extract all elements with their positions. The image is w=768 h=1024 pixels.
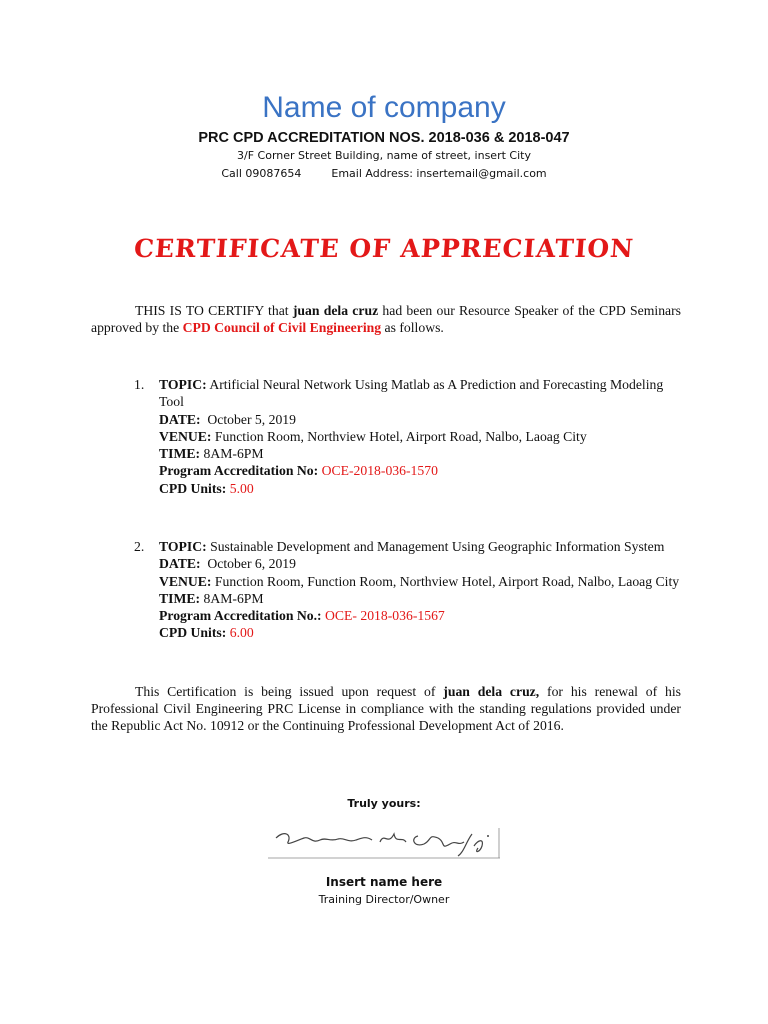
seminar-date: DATE: October 5, 2019 xyxy=(159,411,296,427)
seminar-program: Program Accreditation No.: OCE- 2018-036-1567 xyxy=(159,608,445,624)
seminar-venue: VENUE: Function Room, Function Room, Northview Hotel, Airport Road, Nalbo, Laoag City xyxy=(159,573,680,589)
seminar-units: CPD Units: 5.00 xyxy=(159,480,254,496)
company-address: 3/F Corner Street Building, name of street, insert City xyxy=(237,149,531,162)
accreditation-numbers: PRC CPD ACCREDITATION NOS. 2018-036 & 2018-047 xyxy=(198,130,570,146)
seminar-number: 1. xyxy=(134,377,145,392)
seminar-date: DATE: October 6, 2019 xyxy=(159,556,296,572)
closing-tail: for his renewal of his Professional Civil Engineering PRC License in compliance with the standing regulations provided under the Republic Act No. 10912 or the Continuing Professional Development Act of 2016. xyxy=(91,684,682,733)
intro-tail: as follows. xyxy=(384,320,444,335)
seminar-time: TIME: 8AM-6PM xyxy=(159,446,264,462)
seminar-item xyxy=(134,376,682,497)
seminar-topic: TOPIC: Artificial Neural Network Using Matlab as A Prediction and Forecasting Modeling Tool xyxy=(159,377,664,410)
salutation: Truly yours: xyxy=(347,797,421,810)
certificate-title: CERTIFICATE OF APPRECIATION xyxy=(133,234,636,263)
signatory-name: Insert name here xyxy=(325,875,443,889)
contact-line xyxy=(0,166,768,181)
seminar-time: TIME: 8AM-6PM xyxy=(159,590,264,606)
signature-image xyxy=(268,826,500,860)
closing-lead: This Certification is being issued upon request of xyxy=(135,684,436,699)
signatory-role: Training Director/Owner xyxy=(318,893,450,906)
seminar-venue: VENUE: Function Room, Northview Hotel, Airport Road, Nalbo, Laoag City xyxy=(159,428,587,444)
handwritten-signature xyxy=(268,826,500,860)
closing-recipient-name: juan dela cruz, xyxy=(443,684,540,699)
seminar-program: Program Accreditation No: OCE-2018-036-1570 xyxy=(159,463,438,479)
phone-number: Call 09087654 xyxy=(221,167,302,180)
intro-lead: THIS IS TO CERTIFY that xyxy=(135,303,289,318)
seminar-units: CPD Units: 6.00 xyxy=(159,625,254,641)
seminar-topic: TOPIC: Sustainable Development and Management Using Geographic Information System xyxy=(159,539,665,554)
council-name: CPD Council of Civil Engineering xyxy=(182,320,382,335)
intro-mid: had been our Resource Speaker of the CPD Seminars approved by the xyxy=(91,303,681,335)
company-name: Name of company xyxy=(262,91,506,124)
recipient-name: juan dela cruz xyxy=(292,303,379,318)
closing-paragraph xyxy=(91,683,681,734)
intro-paragraph xyxy=(91,302,681,336)
email-address: Email Address: insertemail@gmail.com xyxy=(331,167,547,180)
seminar-item xyxy=(134,538,682,642)
seminar-number: 2. xyxy=(134,539,145,554)
